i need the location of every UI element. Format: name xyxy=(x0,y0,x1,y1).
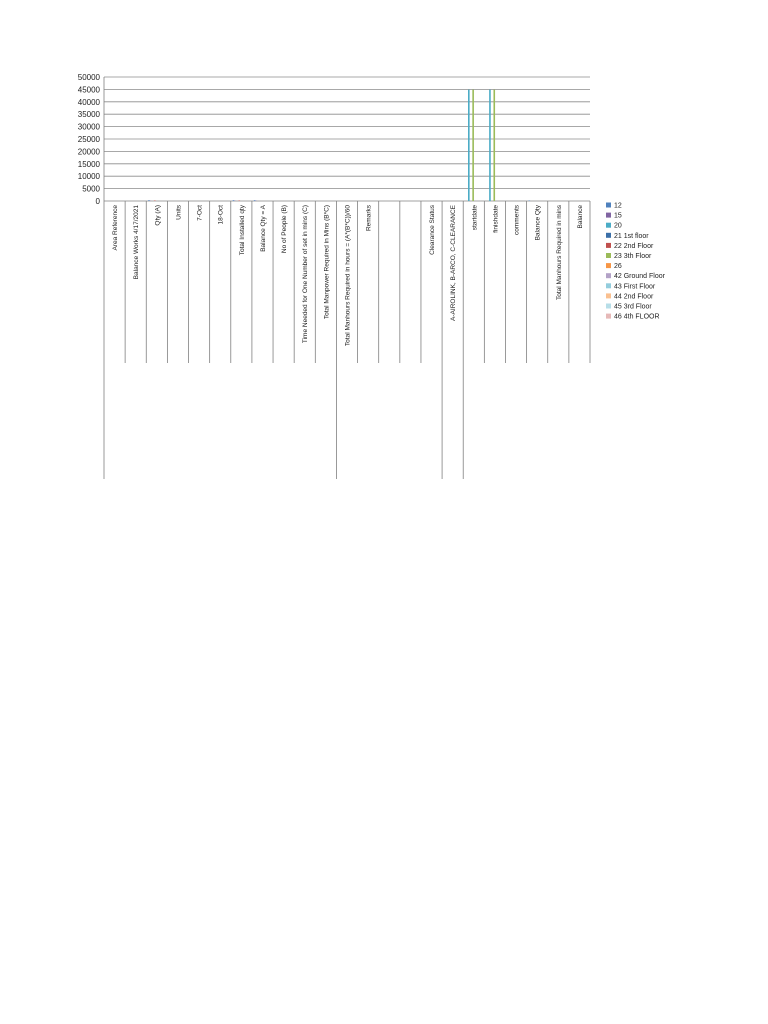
category-label: Total Manpower Required in Mins (B*C) xyxy=(323,205,331,320)
y-tick-label: 5000 xyxy=(82,184,100,194)
category-label: finishdate xyxy=(492,205,500,233)
category-label: Balance Qty xyxy=(534,205,542,241)
legend-swatch xyxy=(606,223,611,228)
legend-swatch xyxy=(606,283,611,288)
legend xyxy=(606,203,666,321)
category-label: No of People (B) xyxy=(281,205,289,254)
legend-swatch xyxy=(606,253,611,258)
category-label: Remarks xyxy=(365,205,373,232)
bar xyxy=(148,200,150,201)
legend-label: 12 xyxy=(614,202,622,210)
y-tick-label: 0 xyxy=(95,197,100,206)
bar xyxy=(472,90,474,201)
y-tick-label: 10000 xyxy=(77,172,100,182)
gridlines xyxy=(104,77,590,201)
category-label: startdate xyxy=(471,205,479,231)
category-label: Qty (A) xyxy=(154,205,162,226)
category-label: Clearance Status xyxy=(429,205,437,255)
legend-swatch xyxy=(606,293,611,298)
category-label: Area Reference xyxy=(112,205,120,251)
category-label: Total Manhours Required in hours = (A*(B*C))/60 xyxy=(344,205,352,347)
bar xyxy=(489,90,491,201)
bars xyxy=(148,90,530,201)
legend-swatch xyxy=(606,213,611,218)
legend-swatch xyxy=(606,243,611,248)
legend-swatch xyxy=(606,273,611,278)
legend-swatch xyxy=(606,263,611,268)
legend-label: 42 Ground Floor xyxy=(614,273,665,281)
legend-label: 20 xyxy=(614,222,622,230)
legend-label: 43 First Floor xyxy=(614,283,656,291)
bar xyxy=(493,90,495,201)
y-tick-label: 30000 xyxy=(77,122,100,132)
category-label: Balance Works 4/17/2021 xyxy=(133,205,141,280)
legend-swatch xyxy=(606,233,611,238)
y-tick-label: 20000 xyxy=(77,147,100,157)
y-tick-label: 40000 xyxy=(77,97,100,107)
y-tick-label: 45000 xyxy=(77,85,100,95)
legend-label: 45 3rd Floor xyxy=(614,303,652,311)
category-label: 18-Oct xyxy=(217,205,225,225)
y-tick-label: 50000 xyxy=(77,73,100,82)
category-label: Total Installed qty xyxy=(238,205,246,256)
y-axis xyxy=(78,73,104,206)
category-label: Units xyxy=(175,205,183,220)
category-label: Balance xyxy=(576,205,584,229)
bar xyxy=(233,200,235,201)
category-label: comments xyxy=(513,205,521,235)
legend-swatch xyxy=(606,314,611,319)
legend-label: 23 3th Floor xyxy=(614,253,652,260)
category-label: A-AIROLINK, B-ARCO, C-CLEARANCE xyxy=(450,205,458,321)
legend-swatch xyxy=(606,304,611,309)
legend-label: 21 1st floor xyxy=(614,232,649,240)
bar xyxy=(468,90,470,201)
bar xyxy=(254,200,256,201)
legend-label: 44 2nd Floor xyxy=(614,293,654,301)
legend-swatch xyxy=(606,203,611,208)
category-label: Balance Qty = A xyxy=(259,205,267,252)
y-tick-label: 25000 xyxy=(77,135,100,144)
legend-label: 22 2nd Floor xyxy=(614,242,654,250)
category-label: Time Needed for One Number of set in mins (C) xyxy=(302,205,310,344)
legend-label: 26 xyxy=(614,263,622,271)
category-label: 7-Oct xyxy=(196,205,204,221)
category-label: Total Manhours Required in mins xyxy=(555,205,563,301)
y-tick-label: 15000 xyxy=(77,159,100,169)
x-axis xyxy=(104,201,590,479)
y-tick-label: 35000 xyxy=(77,110,100,120)
legend-label: 15 xyxy=(614,212,622,220)
legend-label: 46 4th FLOOR xyxy=(614,313,660,321)
